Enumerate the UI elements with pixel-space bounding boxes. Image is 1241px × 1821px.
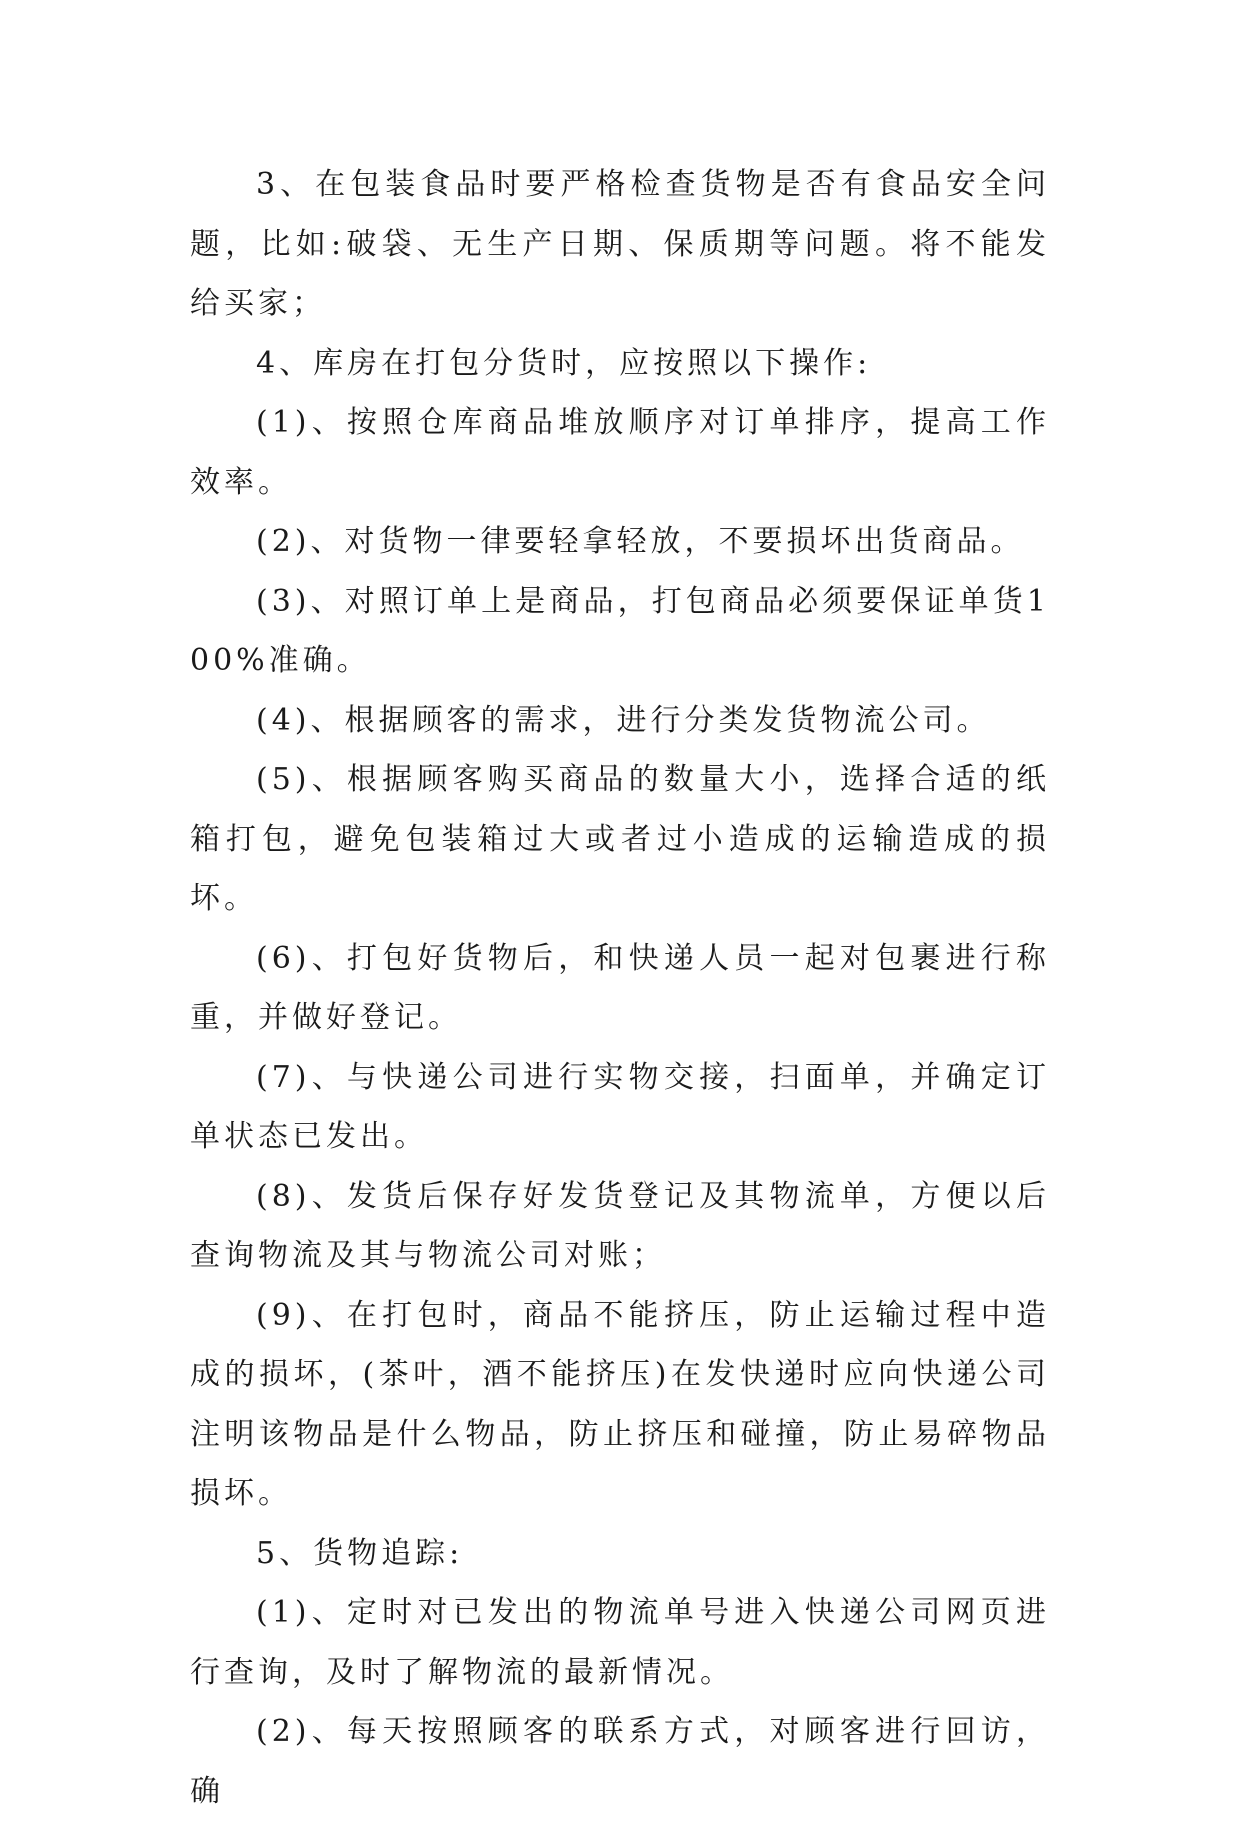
paragraph-packing-step-2: (2)、对货物一律要轻拿轻放，不要损坏出货商品。 [256,524,1025,559]
paragraph-packing-step-7: (7)、与快递公司进行实物交接，扫面单，并确定订单状态已发出。 [190,1059,1050,1154]
paragraph-packing-step-4: (4)、根据顾客的需求，进行分类发货物流公司。 [256,702,991,738]
paragraph-item-3-food-check: 3、在包装食品时要严格检查货物是否有食品安全问题，比如:破袋、无生产日期、保质期等问题。将不能发给买家； [190,167,1050,321]
paragraph-tracking-step-2: (2)、每天按照顾客的联系方式，对顾客进行回访，确 [190,1714,1050,1809]
paragraph-packing-step-8: (8)、发货后保存好发货登记及其物流单，方便以后查询物流及其与物流公司对账； [190,1178,1050,1273]
paragraph-tracking-step-1: (1)、定时对已发出的物流单号进入快递公司网页进行查询，及时了解物流的最新情况。 [190,1595,1050,1690]
paragraph-packing-step-1: (1)、按照仓库商品堆放顺序对订单排序，提高工作效率。 [190,405,1050,500]
paragraph-item-4-packing-heading: 4、库房在打包分货时，应按照以下操作: [256,345,872,381]
paragraph-packing-step-6: (6)、打包好货物后，和快递人员一起对包裹进行称重，并做好登记。 [190,940,1050,1035]
document-body [190,155,1050,1821]
paragraph-item-5-tracking-heading: 5、货物追踪: [256,1535,464,1571]
paragraph-packing-step-3: (3)、对照订单上是商品，打包商品必须要保证单货100%准确。 [190,583,1050,678]
paragraph-packing-step-9: (9)、在打包时，商品不能挤压，防止运输过程中造成的损坏，(茶叶，酒不能挤压)在发快递时应向快递公司注明该物品是什么物品，防止挤压和碰撞，防止易碎物品损坏。 [190,1297,1050,1511]
paragraph-packing-step-5: (5)、根据顾客购买商品的数量大小，选择合适的纸箱打包，避免包装箱过大或者过小造成的运输造成的损坏。 [190,762,1050,916]
